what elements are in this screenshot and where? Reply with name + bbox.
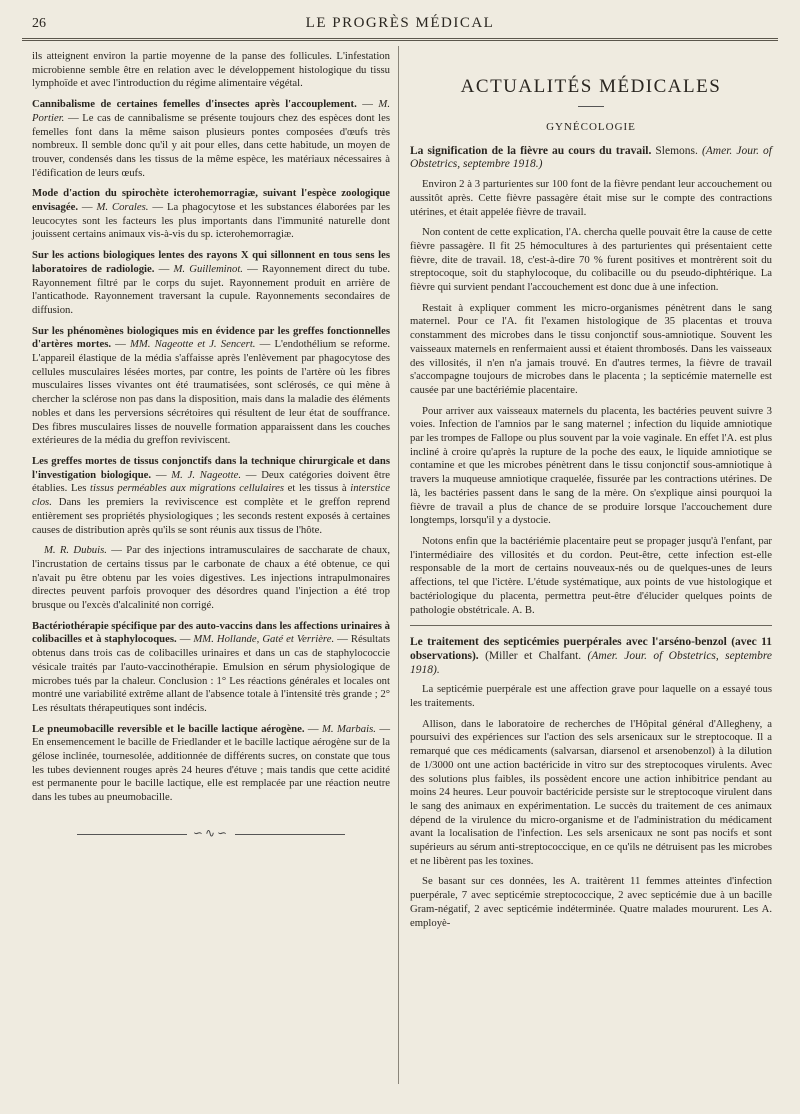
article-body: Deux catégories doivent être établies. Les [32,468,390,495]
article-body: L'endothélium se reforme. L'appareil élastique de la média s'affaisse après l'enlèvement par phagocytose des cellules musculaires lésées mortes, par contre, les points de l'artère où les fibres musculaires lisses vivantes ont été traumatisées, sont sclérosés, ce qui mène à chercher la sclérose non pas dans la disposition, mais dans la maladie des éléments nobles et dans les perversions sécrétoires qui résultent de leur état de souffrance. Des fibres musculaires lisses de nouvelle formation apparaissent dans les couches extérieures de la média du greffon reviviscent. [32,338,390,447]
paragraph-text: Notons enfin que la bactériémie placentaire peut se propager jusqu'à l'enfant, par l'intermédiaire des villosités et du cordon. Peut-être, cette infection est-elle responsable de la mort de certains nouveaux-nés ou de quelques-unes de leurs affections, tel que l'ictère. L'étude systématique, aux points de vue histologique et bactériologique du placenta, permettra peut-être d'élucider quelques points de pathologie obstétricale. [410,534,772,616]
article-author: M. R. Dubuis. [44,544,107,557]
article-author: MM. Hollande, Gaté et Verrière. [193,633,335,646]
article-spirochete: Mode d'action du spirochète icterohemorragiæ, suivant l'espèce zoologique envisagée. — M. Corales. — La phagocytose et les substances élaborées par les leucocytes sont les facteurs les plus importants dans l'immunité naturelle dont jouissent certains animaux vis-à-vis du sp. icterohemorragiæ. [32,187,391,241]
article-author: M. Guilleminot. [173,262,243,275]
article-title: La signification de la fièvre au cours du travail. [410,144,652,157]
section-rule [578,106,604,107]
article-author: M. Corales. [96,201,149,214]
article-title: Le traitement des septicémies puerpérales avec l'arséno-benzol (avec 11 observations). [410,636,772,662]
paragraph-continued: ils atteignent environ la partie moyenne de la panse des follicules. L'infestation microbienne semble être en relation avec le développement histologique du tissu lymphoïde et avec l'introduction du régime alimentaire végétal. [32,50,390,90]
article-author: (Miller et Chalfant. [485,649,582,662]
journal-title: LE PROGRÈS MÉDICAL [305,15,495,31]
article-body: Dans les premiers la reviviscence est complète et le greffon reprend entièrement ses propriétés physiologiques ; les seconds restent exposés à certaines causes de distribution après qu'ils se sont réunis aux tissus de l'hôte. [32,496,390,536]
article-author: M. Marbais. [322,722,376,735]
paragraph-last [410,535,772,617]
page-number: 26 [32,16,46,31]
article-separator [410,625,772,626]
paragraph: Se basant sur ces données, les A. traitèrent 11 femmes atteintes d'infection puerpérale, 7 avec septicémie streptococcique, 2 avec septicémie due à un bacille Gram-négatif, 2 avec septicémie indéterminée. Quatre malades moururent. Les A. employè- [410,875,772,929]
article-title: Sur les phénomènes biologiques mis en évidence par les greffes fonctionnelles d'artères mortes. [32,324,390,351]
article-body: Par des injections intramusculaires de saccharate de chaux, l'incrustation de certains tissus par le carbonate de chaux a été obtenue, ce qui n'avait pu être obtenu par les voies digestives. Les injections intrapulmonaires directes peuvent parfois provoquer des désordres quand l'injection a été trop brusque ou l'excès d'alcalinité non corrigé. [32,544,390,612]
article-title: Sur les actions biologiques lentes des rayons X qui sillonnent en tous sens les laboratoires de radiologie. [32,249,390,275]
article-fievre-header [410,145,772,172]
column-divider [398,46,399,1084]
article-septicemie-header [410,636,772,677]
article-bacteriotherapie: Bactériothérapie spécifique par des auto-vaccins dans les affections urinaires à colibacilles et à staphylocoques. — MM. Hollande, Gaté et Verrière. — Résultats obtenus dans trois cas de colibacilles urinaires et dans un cas de staphylococcie vésicale traités par l'auto-vaccinothérapie. Emulsion en sérum physiologique de microbes tués par la chaleur. Conclusion : 1° Les réactions générales et locales ont montré une variabilité extrême allant de l'absence totale à l'intensité très grande ; 2° Les résultats thérapeutiques sont indécis. [32,619,391,714]
paragraph: Restait à expliquer comment les micro-organismes pénètrent dans le sang maternel. Pour ce l'A. fit l'examen histologique de 35 placentas et trouva constamment des microbes dans le tissu conjonctif sous-amniotique. Souvent les vaisseaux maternels en renfermaient aussi et étaient thrombosés. Dans les vaisseaux des villosités, il n'en n'a jamais trouvé. En d'autres termes, la fièvre de travail s'accompagne toujours de microbes dans le placenta ; la septicémie maternelle est causée par une bactériémie placentaire. [410,301,772,396]
page-header [22,14,778,41]
article-dubuis: M. R. Dubuis. — Par des injections intramusculaires de saccharate de chaux, l'incrustation de certains tissus par le carbonate de chaux a été obtenue, ce qui n'avait pu être obtenu par les voies digestives. Les injections intrapulmonaires directes peuvent parfois provoquer des désordres quand l'injection a été trop brusque ou l'excès d'alcalinité non corrigé. [32,544,390,612]
author-signature: A. B. [511,603,535,616]
flourish-icon: ∽∿∽ [192,825,230,840]
article-body: Résultats obtenus dans trois cas de colibacilles urinaires et dans un cas de staphylococcie vésicale traités par l'auto-vaccinothérapie. Emulsion en sérum physiologique de microbes tués par la chaleur. Conclusion : 1° Les réactions générales et locales ont montré une variabilité extrême allant de l'absence totale à l'intensité très grande ; 2° Les résultats thérapeutiques sont indécis. [32,633,391,714]
end-ornament [32,827,390,841]
article-author: Slemons. [655,144,698,157]
article-source: (Amer. Jour. of Obstetrics, septembre 1918.) [410,144,773,171]
article-cannibalisme: Cannibalisme de certaines femelles d'insectes après l'accouplement. — M. Portier. — Le cas de cannibalisme se présente toujours chez des espèces dont les femelles font dans la même saison plusieurs pontes composées d'œufs très nombreux. Il semble donc qu'il y ait pour elles, dans cette habitude, un moyen de trouver, condensés dans les tissus de la même espèce, les matériaux nécessaires à l'édification de leurs œufs. [32,98,391,179]
article-greffes-arteres: Sur les phénomènes biologiques mis en évidence par les greffes fonctionnelles d'artères mortes. — MM. Nageotte et J. Sencert. — L'endothélium se reforme. L'appareil élastique de la média s'affaisse après l'enlèvement par phagocytose des cellules musculaires lésées mortes, par contre, les points de l'artère où les fibres musculaires lisses vivantes ont été traumatisées, sont sclérosés, ce qui mène à chercher la sclérose non pas dans la disposition, mais dans la maladie des éléments nobles et dans les perversions sécrétoires qui résultent de leur état de souffrance. Des fibres musculaires lisses de nouvelle formation apparaissent dans les couches extérieures de la média du greffon reviviscent. [32,324,390,447]
article-greffes-tissus: Les greffes mortes de tissus conjonctifs dans la technique chirurgicale et dans l'investigation biologique. — M. J. Nageotte. — Deux catégories doivent être établies. Les tissus perméables aux migrations cellulaires et les tissus à interstice clos. Dans les premiers la reviviscence est complète et le greffon reprend entièrement ses propriétés physiologiques ; les seconds restent exposés à certaines causes de distribution après qu'ils se sont réunis aux tissus de l'hôte. [32,454,390,536]
subsection-title: GYNÉCOLOGIE [546,121,636,133]
article-author: M. J. Nageotte. [171,468,242,481]
right-column [410,50,772,937]
article-body: Rayonnement direct du tube. Rayonnement filtré par le corps du sujet. Rayonnement produit en arrière de l'anticathode. Rayonnement traversant la cupule. Rayonnements secondaires de diffusion. [32,262,391,316]
article-rayons-x: Sur les actions biologiques lentes des rayons X qui sillonnent en tous sens les laboratoires de radiologie. — M. Guilleminot. — Rayonnement direct du tube. Rayonnement filtré par le corps du sujet. Rayonnement produit en arrière de l'anticathode. Rayonnement traversant la cupule. Rayonnements secondaires de diffusion. [32,249,391,316]
article-title: Bactériothérapie spécifique par des auto-vaccins dans les affections urinaires à colibacilles et à staphylocoques. [32,619,390,646]
article-author: M. Portier. [32,98,390,124]
article-pneumobacille: Le pneumobacille reversible et le bacille lactique aérogène. — M. Marbais. — En ensemencement le bacille de Friedlander et le bacille lactique aérogène sur de la gélose inclinée, tournesolée, additionnée de différents sucres, on constate que tous les tubes deviennent rouges après 24 heures d'étuve ; mais tandis que cette acidité est permanente pour le bacille lactique, elle est remplacée par une réaction neutre dans les tubes au pneumobacille. [32,722,391,804]
article-title: Le pneumobacille reversible et le bacille lactique aérogène. [32,722,305,735]
paragraph: Allison, dans le laboratoire de recherches de l'Hôpital général d'Allegheny, a poursuivi des expériences sur l'action des sels arsenicaux sur le streptocoque. Il a remarqué que ces médicaments (salvarsan, diarsenol et arsenobenzol) à la dilution de 1/3000 ont une action bactéricide in vitro sur des streptocoques virulents. Avec des solutions plus faibles, ils possèdent encore une action inhibitrice pendant au moins 24 heures. Leur pouvoir bactéricide persiste sur le streptocoque virulent dans le sang des animaux en expérimentation. Le succès du traitement de ces animaux dépend de la virulence du micro-organisme et de l'administration du médicament avant la localisation de l'infection. Les sels arsenicaux ne sont pas nocifs et sont supérieurs au sérum anti-streptococcique, en ce qu'ils ne détruisent pas les microbes et ne libèrent pas les toxines. [410,717,772,867]
paragraph: La septicémie puerpérale est une affection grave pour laquelle on a essayé tous les traitements. [410,683,772,710]
article-body: Le cas de cannibalisme se présente toujours chez des espèces dont les femelles font dans la même saison plusieurs pontes composées d'œufs très nombreux. Il semble donc qu'il y ait pour elles, dans cette habitude, un moyen de trouver, condensés dans les tissus de la même espèce, les matériaux nécessaires à l'édification de leurs œufs. [32,111,391,179]
left-column [32,50,390,841]
article-title: Les greffes mortes de tissus conjonctifs dans la technique chirurgicale et dans l'investigation biologique. [32,454,390,481]
paragraph: Pour arriver aux vaisseaux maternels du placenta, les bactéries peuvent suivre 3 voies. Infection de l'amnios par le sang maternel ; infection du liquide amniotique par les trompes de Fallope ou plus souvent par la voie vaginale. En effet l'A. est plus incliné à croire qu'après la rupture de la poche des eaux, le liquide amniotique se contamine et que les microbes pénètrent dans le tissu conjonctif sous-amniotique à travers la muqueuse amniotique craquelée, fissurée par les contractions utérines. De là, les bactéries passent dans le sang de la mère. On s'explique ainsi pourquoi la fièvre de travail a plus de chance de se produire lorsque l'accouchement dure longtemps, lorsqu'il y a dystocie. [410,404,772,527]
paragraph: Environ 2 à 3 parturientes sur 100 font de la fièvre pendant leur accouchement ou aussitôt après. Cette fièvre passagère était mise sur le compte des contractions utérines, et était appelée fièvre de travail. [410,178,772,218]
article-source: (Amer. Jour. of Obstetrics, septembre 1918). [410,649,772,676]
article-author: MM. Nageotte et J. Sencert. [130,338,256,351]
article-emphasis: interstice clos. [32,482,390,509]
section-title: ACTUALITÉS MÉDICALES [460,76,722,97]
article-body: La phagocytose et les substances élaborées par les leucocytes sont les facteurs les plus importants dans l'immunité naturelle dont jouissent certains animaux vis-à-vis du sp. icterohemorragiæ. [32,201,391,241]
paragraph: Non content de cette explication, l'A. chercha quelle pouvait être la cause de cette fièvre passagère. Il fit 25 hémocultures à des parturientes qui présentaient cette fièvre, dite de travail. 18, c'est-à-dire 70 % furent positives et montrèrent soit du streptocoque, soit du staphylocoque, du colibacille ou du pseudo-diphtérique. La fièvre qui survient pendant l'accouchement est donc due à une infection. [410,226,772,294]
article-emphasis: tissus perméables aux migrations cellulaires [90,482,284,495]
article-title: Cannibalisme de certaines femelles d'insectes après l'accouplement. [32,98,357,111]
article-body: En ensemencement le bacille de Friedlander et le bacille lactique aérogène sur de la gélose inclinée, tournesolée, additionnée de différents sucres, on constate que tous les tubes deviennent rouges après 24 heures d'étuve ; mais tandis que cette acidité est permanente pour le bacille lactique, elle est remplacée par une réaction neutre dans les tubes au pneumobacille. [32,736,390,804]
article-body: et les tissus à [287,482,347,495]
article-title: Mode d'action du spirochète icterohemorragiæ, suivant l'espèce zoologique envisagée. [32,187,390,214]
